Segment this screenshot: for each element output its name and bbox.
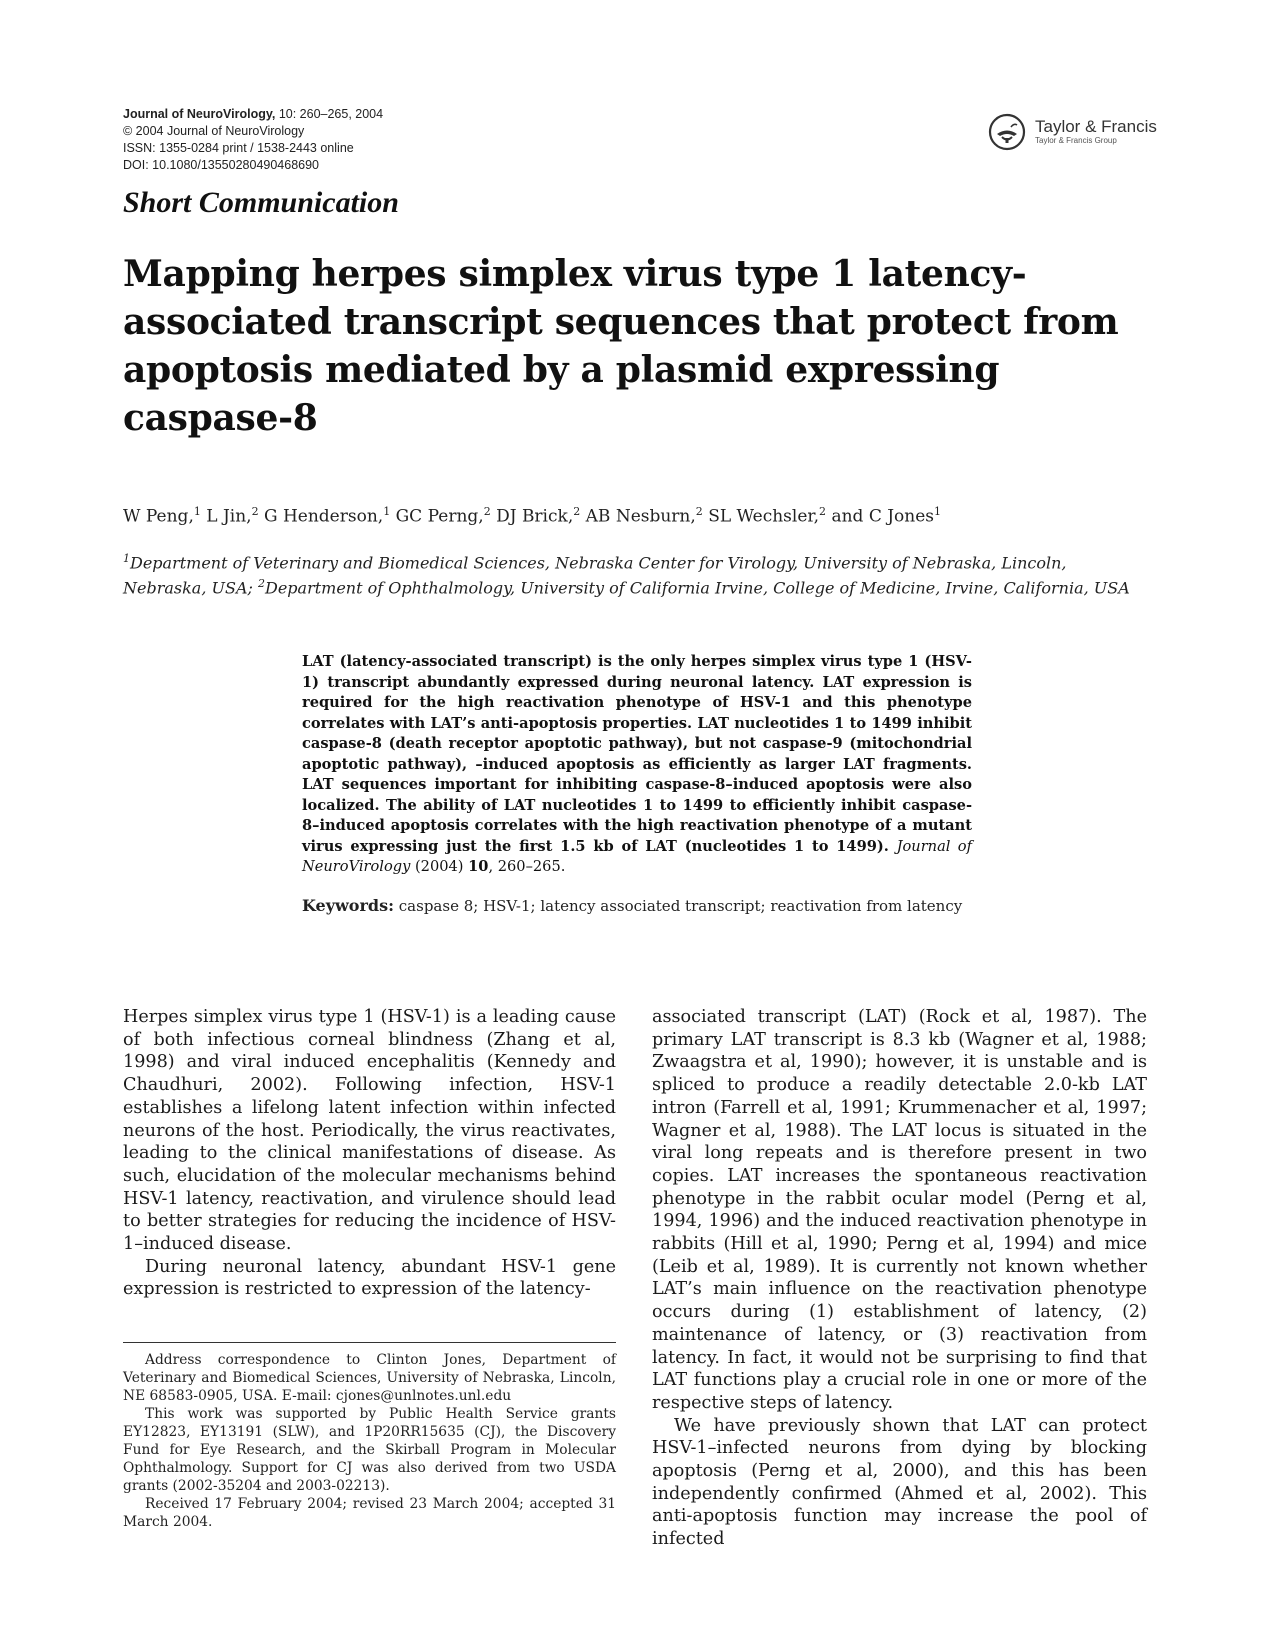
- author-name: AB Nesburn,: [585, 506, 696, 527]
- publisher-logo: [987, 112, 1157, 152]
- affiliation-number: 1: [123, 552, 130, 565]
- abstract: [302, 652, 972, 878]
- footnotes: [123, 1351, 616, 1531]
- journal-citation: 10: 260–265, 2004: [275, 107, 384, 121]
- footnote-correspondence: Address correspondence to Clinton Jones, Department of Veterinary and Biomedical Sciences, University of Nebraska, Lincoln, NE 68583-0905, USA. E-mail: cjones@unlnotes.unl.edu: [123, 1352, 616, 1404]
- author-name: W Peng,: [123, 506, 194, 527]
- abstract-text: LAT (latency-associated transcript) is the only herpes simplex virus type 1 (HSV-1) transcript abundantly expressed during neuronal latency. LAT expression is required for the high reactivation phenotype of HSV-1 and this phenotype correlates with LAT’s anti-apoptosis properties. LAT nucleotides 1 to 1499 inhibit caspase-8 (death receptor apoptotic pathway), but not caspase-9 (mitochondrial apoptotic pathway), –induced apoptosis as efficiently as larger LAT fragments. LAT sequences important for inhibiting caspase-8–induced apoptosis were also localized. The ability of LAT nucleotides 1 to 1499 to efficiently inhibit caspase-8–induced apoptosis correlates with the high reactivation phenotype of a mutant virus expressing just the first 1.5 kb of LAT (nucleotides 1 to 1499).: [302, 653, 972, 855]
- keywords-text: caspase 8; HSV-1; latency associated transcript; reactivation from latency: [394, 897, 963, 915]
- body-paragraph: associated transcript (LAT) (Rock et al, 1987). The primary LAT transcript is 8.3 kb (Wagner et al, 1988; Zwaagstra et al, 1990); however, it is unstable and is spliced to produce a readily detectable 2.0-kb LAT intron (Farrell et al, 1991; Krummenacher et al, 1997; Wagner et al, 1988). The LAT locus is situated in the viral long repeats and is therefore present in two copies. LAT increases the spontaneous reactivation phenotype in the rabbit ocular model (Perng et al, 1994, 1996) and the induced reactivation phenotype in rabbits (Hill et al, 1990; Perng et al, 1994) and mice (Leib et al, 1989). It is currently not known whether LAT’s main influence on the reactivation phenotype occurs during (1) establishment of latency, (2) maintenance of latency, or (3) reactivation from latency. In fact, it would not be surprising to find that LAT functions play a crucial role in one or more of the respective steps of latency.: [652, 1007, 1147, 1413]
- author-affiliation-mark: 1: [934, 505, 942, 518]
- affiliation-text: Department of Ophthalmology, University of California Irvine, College of Medicine, Irvine, California, USA: [265, 578, 1130, 598]
- citation-pages: , 260–265.: [488, 858, 566, 875]
- copyright-line: © 2004 Journal of NeuroVirology: [123, 124, 305, 138]
- keywords: [302, 896, 972, 916]
- author-affiliation-mark: 2: [573, 505, 581, 518]
- author-affiliation-mark: 2: [695, 505, 703, 518]
- citation-year: (2004): [410, 858, 469, 875]
- footnote-dates: Received 17 February 2004; revised 23 March 2004; accepted 31 March 2004.: [123, 1496, 616, 1530]
- author-affiliation-mark: 1: [193, 505, 201, 518]
- author-affiliation-mark: 2: [251, 505, 259, 518]
- paper-title: Mapping herpes simplex virus type 1 latency-associated transcript sequences that protect from apoptosis mediated by a plasmid expressing caspase-8: [123, 253, 1119, 439]
- doi-line: DOI: 10.1080/13550280490468690: [123, 158, 320, 172]
- affiliations: [123, 548, 1133, 599]
- author-name: L Jin,: [206, 506, 252, 527]
- keywords-label: Keywords:: [302, 896, 395, 915]
- footnote-funding: This work was supported by Public Health Service grants EY12823, EY13191 (SLW), and 1P20RR15635 (CJ), the Discovery Fund for Eye Research, and the Skirball Program in Molecular Ophthalmology. Support for CJ was also derived from two USDA grants (2002-35204 and 2003-02213).: [123, 1406, 616, 1494]
- body-column-right: [652, 1006, 1147, 1551]
- journal-header: [123, 106, 383, 174]
- section-type: Short Communication: [123, 186, 399, 219]
- citation-journal: Journal of NeuroVirology: [302, 837, 972, 875]
- issn-line: ISSN: 1355-0284 print / 1538-2443 online: [123, 141, 354, 155]
- author-name: GC Perng,: [395, 506, 484, 527]
- affiliation-text: Department of Veterinary and Biomedical Sciences, Nebraska Center for Virology, University of Nebraska, Lincoln, Nebraska, USA;: [123, 553, 1067, 598]
- affiliation-number: 2: [258, 577, 265, 591]
- footnote-divider: [123, 1342, 616, 1343]
- author-name: and C Jones: [831, 506, 935, 527]
- citation-volume: 10: [468, 858, 489, 875]
- body-paragraph: Herpes simplex virus type 1 (HSV-1) is a leading cause of both infectious corneal blindness (Zhang et al, 1998) and viral induced encephalitis (Kennedy and Chaudhuri, 2002). Following infection, HSV-1 establishes a lifelong latent infection within infected neurons of the host. Periodically, the virus reactivates, leading to the clinical manifestations of disease. As such, elucidation of the molecular mechanisms behind HSV-1 latency, reactivation, and virulence should lead to better strategies for reducing the incidence of HSV-1–induced disease.: [123, 1007, 616, 1255]
- lamp-logo-icon: [987, 112, 1027, 152]
- author-name: SL Wechsler,: [708, 506, 820, 527]
- publisher-name: Taylor & Francis: [1035, 117, 1157, 136]
- author-affiliation-mark: 2: [819, 505, 827, 518]
- publisher-group: Taylor & Francis Group: [1035, 136, 1117, 145]
- author-list: [123, 505, 941, 527]
- author-name: DJ Brick,: [496, 506, 574, 527]
- body-paragraph: During neuronal latency, abundant HSV-1 gene expression is restricted to expression of the latency-: [123, 1256, 616, 1300]
- journal-name: Journal of NeuroVirology,: [123, 107, 276, 121]
- author-name: G Henderson,: [263, 506, 384, 527]
- author-affiliation-mark: 2: [483, 505, 491, 518]
- body-column-left: [123, 1006, 616, 1301]
- author-affiliation-mark: 1: [383, 505, 391, 518]
- body-paragraph: We have previously shown that LAT can protect HSV-1–infected neurons from dying by blocking apoptosis (Perng et al, 2000), and this has been independently confirmed (Ahmed et al, 2002). This anti-apoptosis function may increase the pool of infected: [652, 1415, 1147, 1550]
